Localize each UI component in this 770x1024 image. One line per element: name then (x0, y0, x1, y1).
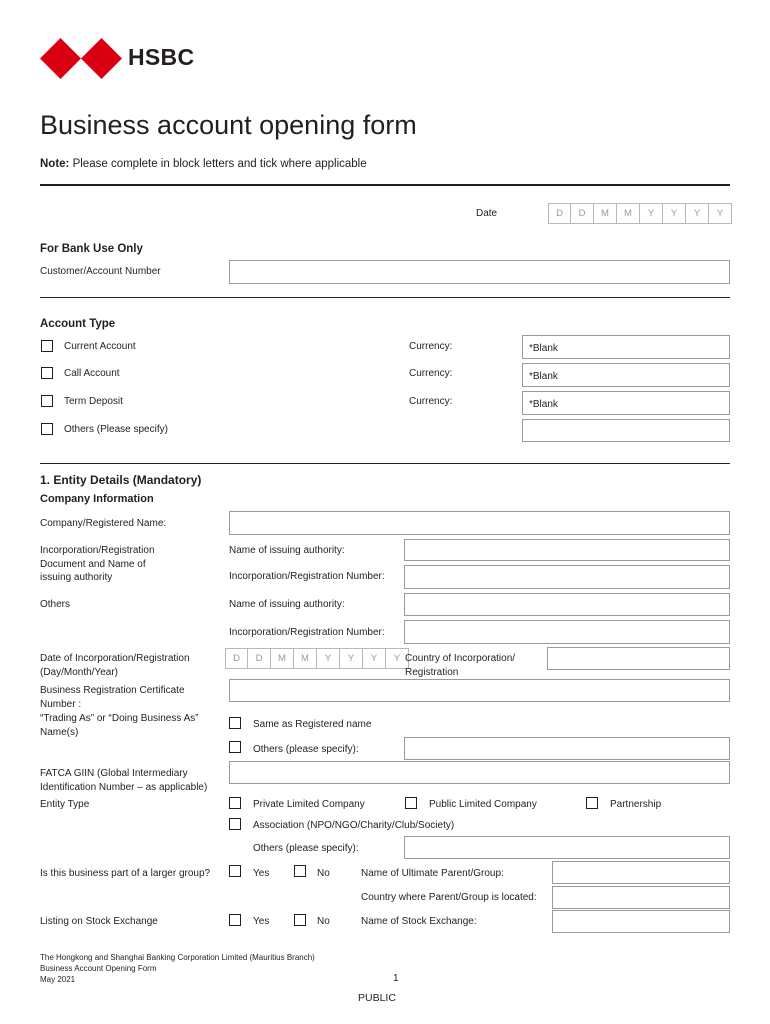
entity-others-input[interactable] (404, 836, 730, 859)
footer-form-name: Business Account Opening Form (40, 964, 157, 973)
listing-no-checkbox[interactable] (294, 914, 306, 926)
association-checkbox[interactable] (229, 818, 241, 830)
others-account-checkbox[interactable] (41, 423, 53, 435)
note-text: Please complete in block letters and tick where applicable (69, 158, 367, 170)
currency-input-current[interactable] (522, 335, 730, 359)
listing-yes-checkbox[interactable] (229, 914, 241, 926)
public-ltd-checkbox[interactable] (405, 797, 417, 809)
country-incorp-input[interactable] (547, 647, 730, 670)
date-incorp-cell[interactable]: Y (386, 648, 409, 669)
brc-input[interactable] (229, 679, 730, 702)
currency-value: *Blank (529, 399, 558, 410)
same-as-registered-label: Same as Registered name (253, 719, 372, 730)
customer-number-label: Customer/Account Number (40, 266, 161, 277)
country-incorp-label: Country of Incorporation/ Registration (405, 653, 516, 678)
call-account-label: Call Account (64, 368, 120, 379)
date-incorp-cell[interactable]: M (294, 648, 317, 669)
date-incorp-label: Date of Incorporation/Registration (Day/Month/Year) (40, 653, 190, 678)
trading-others-checkbox[interactable] (229, 741, 241, 753)
others-account-input[interactable] (522, 419, 730, 442)
note-label: Note: (40, 158, 70, 170)
incorp-number-label: Incorporation/Registration Number: (229, 627, 385, 638)
account-type-heading: Account Type (40, 318, 116, 330)
classification-label: PUBLIC (358, 992, 396, 1004)
same-as-registered-checkbox[interactable] (229, 717, 241, 729)
date-label: Date (476, 208, 498, 219)
trading-others-label: Others (please specify): (253, 744, 359, 755)
current-account-label: Current Account (64, 341, 136, 352)
incorp-number-input[interactable] (404, 565, 730, 589)
divider (40, 463, 730, 464)
partnership-label: Partnership (610, 799, 662, 810)
date-incorp-cell[interactable]: M (271, 648, 294, 669)
company-name-input[interactable] (229, 511, 730, 535)
group-yes-label: Yes (253, 868, 270, 879)
stock-exchange-label: Name of Stock Exchange: (361, 916, 477, 927)
public-ltd-label: Public Limited Company (429, 799, 537, 810)
others-account-label: Others (Please specify) (64, 424, 168, 435)
listing-label: Listing on Stock Exchange (40, 916, 158, 927)
parent-country-label: Country where Parent/Group is located: (361, 892, 537, 903)
group-no-label: No (317, 868, 330, 879)
page-number: 1 (393, 973, 399, 984)
term-deposit-label: Term Deposit (64, 396, 123, 407)
incorp-doc-label: Incorporation/Registration Document and Name of issuing authority (40, 545, 155, 583)
brand-name: HSBC (128, 44, 195, 70)
entity-heading: 1. Entity Details (Mandatory) (40, 473, 202, 487)
date-incorp-field[interactable] (225, 648, 409, 669)
date-incorp-cell[interactable]: D (248, 648, 271, 669)
date-cell[interactable]: Y (709, 203, 732, 224)
association-label: Association (NPO/NGO/Charity/Club/Society) (253, 820, 455, 831)
issuing-authority-label: Name of issuing authority: (229, 545, 345, 556)
company-info-heading: Company Information (40, 493, 154, 505)
date-field[interactable] (548, 203, 732, 224)
private-ltd-checkbox[interactable] (229, 797, 241, 809)
currency-input-term[interactable] (522, 391, 730, 415)
currency-value: *Blank (529, 343, 558, 354)
date-cell[interactable]: Y (663, 203, 686, 224)
group-question-label: Is this business part of a larger group? (40, 868, 211, 879)
fatca-label: FATCA GIIN (Global Intermediary Identification Number – as applicable) (40, 768, 208, 793)
date-cell[interactable]: M (594, 203, 617, 224)
page-title: Business account opening form (40, 110, 417, 140)
hsbc-logo (40, 38, 200, 80)
call-account-checkbox[interactable] (41, 367, 53, 379)
listing-yes-label: Yes (253, 916, 270, 927)
entity-others-label: Others (please specify): (253, 843, 359, 854)
entity-type-label: Entity Type (40, 799, 90, 810)
footer-date: May 2021 (40, 975, 76, 984)
issuing-authority-label: Name of issuing authority: (229, 599, 345, 610)
date-cell[interactable]: D (548, 203, 571, 224)
ultimate-parent-label: Name of Ultimate Parent/Group: (361, 868, 504, 879)
currency-label: Currency: (409, 368, 453, 379)
partnership-checkbox[interactable] (586, 797, 598, 809)
private-ltd-label: Private Limited Company (253, 799, 365, 810)
bank-use-heading: For Bank Use Only (40, 243, 143, 255)
date-cell[interactable]: Y (640, 203, 663, 224)
footer-text (40, 952, 315, 985)
customer-number-input[interactable] (229, 260, 730, 284)
ultimate-parent-input[interactable] (552, 861, 730, 884)
others-issuing-authority-input[interactable] (404, 593, 730, 616)
others-incorp-number-input[interactable] (404, 620, 730, 644)
form-note (40, 158, 367, 171)
trading-others-input[interactable] (404, 737, 730, 760)
hsbc-hexagon-icon (40, 38, 122, 79)
date-incorp-cell[interactable]: Y (363, 648, 386, 669)
date-incorp-cell[interactable]: Y (317, 648, 340, 669)
group-yes-checkbox[interactable] (229, 865, 241, 877)
date-cell[interactable]: M (617, 203, 640, 224)
trading-as-label: “Trading As” or “Doing Business As” Name(s) (40, 713, 199, 738)
footer-bank-name: The Hongkong and Shanghai Banking Corporation Limited (Mauritius Branch) (40, 953, 315, 962)
divider (40, 297, 730, 298)
term-deposit-checkbox[interactable] (41, 395, 53, 407)
parent-country-input[interactable] (552, 886, 730, 909)
divider (40, 184, 730, 186)
current-account-checkbox[interactable] (41, 340, 53, 352)
company-name-label: Company/Registered Name: (40, 518, 167, 529)
stock-exchange-input[interactable] (552, 910, 730, 933)
fatca-input[interactable] (229, 761, 730, 784)
currency-input-call[interactable] (522, 363, 730, 387)
date-cell[interactable]: Y (686, 203, 709, 224)
issuing-authority-input[interactable] (404, 539, 730, 561)
currency-label: Currency: (409, 396, 453, 407)
incorp-number-label: Incorporation/Registration Number: (229, 571, 385, 582)
group-no-checkbox[interactable] (294, 865, 306, 877)
date-cell[interactable]: D (571, 203, 594, 224)
date-incorp-cell[interactable]: D (225, 648, 248, 669)
currency-value: *Blank (529, 371, 558, 382)
listing-no-label: No (317, 916, 330, 927)
currency-label: Currency: (409, 341, 453, 352)
date-incorp-cell[interactable]: Y (340, 648, 363, 669)
others-doc-label: Others (40, 599, 71, 610)
brc-label: Business Registration Certificate Number : (40, 685, 185, 710)
